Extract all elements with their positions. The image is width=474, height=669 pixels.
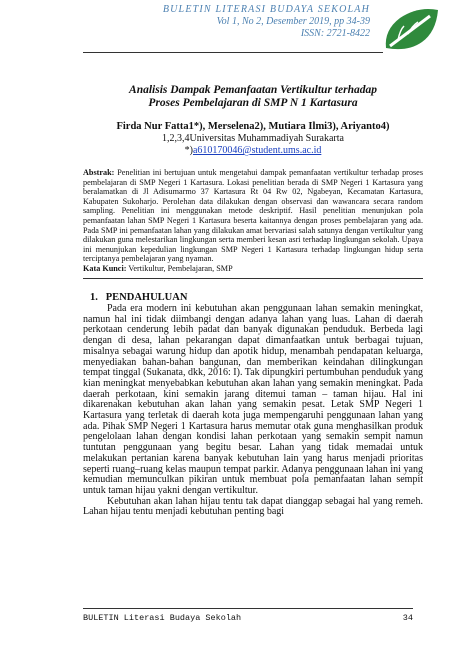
paragraph-1: Pada era modern ini kebutuhan akan penggunaan lahan semakin meningkat, namun hal ini tidak diimbangi dengan adanya lahan yang luas. Lahan di daerah perkotaan cenderung lebih padat dan banyak digunakan penduduk. Berbeda lagi dengan di desa, lahan pekarangan dapat dimanfaatkan untuk berbagai tujuan, misalnya sebagai warung hidup dan apotik hidup, menambah pendapatan keluarga, menyediakan bahan-bahan bangunan, dan memberikan keindahan dilingkungan tempat tinggal (Sukanata, dkk, 2016: I). Tak dipungkiri pertumbuhan penduduk yang kian meningkat menyebabkan kebutuhan akan lahan yang semakin meningkat. Pada daerah perkotaan, kini semakin jarang ditemui taman – taman hijau. Hal ini dikarenakan kebutuhan akan lahan yang semakin pesat. Letak SMP Negeri 1 Kartasura yang terletak di daerah kota juga mempengaruhi penggunaan lahan yang ada. Pihak SMP Negeri 1 Kartasura harus memutar otak guna menghasilkan produk pengelolaan lahan dengan kondisi lahan perkotaan yang semakin sempit namun tuntutan penggunaan yang begitu besar. Lahan yang tidak memadai untuk melakukan pertanian karena banyak kebutuhan lain yang harus menjadi prioritas seperti ruang–ruang kelas maupun tempat parkir. Adanya penggunaan lahan ini yang kemudian memunculkan pikiran untuk membuat pola pemanfaatan lahan sempit untuk taman hijau yakni dengan vertikultur. xyxy=(83,303,423,496)
affiliation: 1,2,3,4Universitas Muhammadiyah Surakarta xyxy=(162,133,344,144)
abstract-rule xyxy=(83,278,423,279)
journal-logo-icon xyxy=(378,4,448,54)
footer-rule xyxy=(83,608,413,609)
title-line-2: Proses Pembelajaran di SMP N 1 Kartasura xyxy=(148,97,358,109)
footer-journal: BULETIN Literasi Budaya Sekolah xyxy=(83,613,242,623)
title-line-1: Analisis Dampak Pemanfaatan Vertikultur terhadap xyxy=(129,84,377,96)
email-prefix: *) xyxy=(184,145,193,156)
issn: ISSN: 2721-8422 xyxy=(300,28,370,39)
section-heading: 1. PENDAHULUAN xyxy=(90,292,188,303)
keywords-label: Kata Kunci: xyxy=(83,264,127,273)
abstract-text: Penelitian ini bertujuan untuk mengetahui dampak pemanfaatan vertikultur terhadap proses pembelajaran di SMP Negeri 1 Kartasura. Lokasi penelitian berada di SMP Negeri 1 Kartasura yang beralamatkan di Jl Adisumarmo 37 Kartasura Rt 04 Rw 02, Ngabeyan, Kecamatan Kartasura, Kabupaten Sukoharjo. Perolehan data dilakukan dengan observasi dan wawancara secara random sampling. Penelitian ini menggunakan metode deskriptif. Hasil penelitian menunjukan pola pemanfaatan lahan SMP Negeri 1 Kartasura beserta kaitannya dengan proses pembelajaran yang ada. Pada SMP ini pemanfaatan lahan yang dilakukan amat bervariasi salah satunya dengan vertikultur yang dilakukan guna melestarikan lingkungan serta memberi kesan asri terhadap lingkungan sekolah. Upaya ini menunjukan kepedulian lingkungan SMP Negeri 1 Kartasura terhadap lingkungan hidup serta terciptanya pembelajaran yang nyaman. xyxy=(83,168,423,264)
page-number: 34 xyxy=(402,613,413,623)
corresponding-email xyxy=(83,145,423,156)
journal-name: BULETIN LITERASI BUDAYA SEKOLAH xyxy=(162,4,370,15)
keywords xyxy=(83,264,423,273)
volume-info: Vol 1, No 2, Desember 2019, pp 34-39 xyxy=(216,16,370,27)
article-title xyxy=(83,84,423,110)
email-link[interactable]: a610170046@student.ums.ac.id xyxy=(192,145,322,156)
page-footer xyxy=(83,613,413,623)
author-list: Firda Nur Fatta1*), Merselena2), Mutiara Ilmi3), Ariyanto4) xyxy=(116,121,390,132)
abstract xyxy=(83,168,423,264)
section-body xyxy=(83,304,423,518)
header-rule xyxy=(83,52,383,53)
journal-header xyxy=(140,4,370,40)
paragraph-2: Kebutuhan akan lahan hijau tentu tak dapat dianggap sebagai hal yang remeh. Lahan hijau tentu menjadi kebutuhan penting bagi xyxy=(83,495,423,518)
abstract-label: Abstrak: xyxy=(83,168,115,177)
keywords-text: Vertikultur, Pembelajaran, SMP xyxy=(128,264,233,273)
